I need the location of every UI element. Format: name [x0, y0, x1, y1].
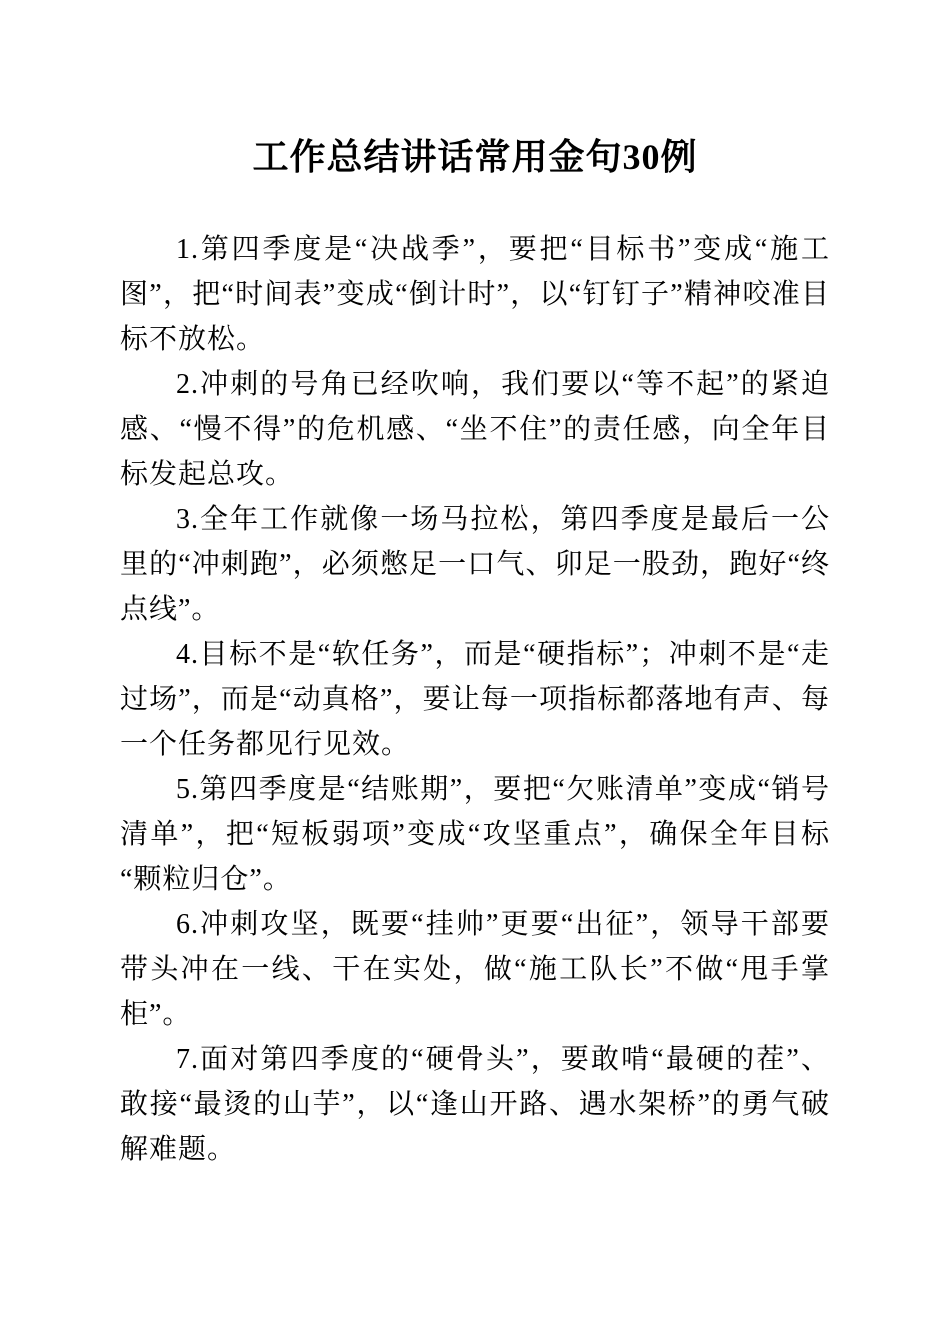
paragraph-2: 2.冲刺的号角已经吹响，我们要以“等不起”的紧迫感、“慢不得”的危机感、“坐不住”的责任感，向全年目标发起总攻。	[120, 369, 830, 490]
paragraph-7: 7.面对第四季度的“硬骨头”，要敢啃“最硬的茬”、敢接“最烫的山芋”，以“逢山开路、遇水架桥”的勇气破解难题。	[120, 1044, 830, 1165]
paragraph-4: 4.目标不是“软任务”，而是“硬指标”；冲刺不是“走过场”，而是“动真格”，要让每一项指标都落地有声、每一个任务都见行见效。	[120, 639, 830, 760]
document-body	[120, 227, 830, 1172]
paragraph-5: 5.第四季度是“结账期”，要把“欠账清单”变成“销号清单”，把“短板弱项”变成“攻坚重点”，确保全年目标“颗粒归仓”。	[120, 774, 830, 895]
document-title: 工作总结讲话常用金句30例	[252, 137, 698, 177]
paragraph-1: 1.第四季度是“决战季”，要把“目标书”变成“施工图”，把“时间表”变成“倒计时”，以“钉钉子”精神咬准目标不放松。	[120, 234, 830, 355]
paragraph-6: 6.冲刺攻坚，既要“挂帅”更要“出征”，领导干部要带头冲在一线、干在实处，做“施工队长”不做“甩手掌柜”。	[120, 909, 830, 1030]
paragraph-3: 3.全年工作就像一场马拉松，第四季度是最后一公里的“冲刺跑”，必须憋足一口气、卯足一股劲，跑好“终点线”。	[120, 504, 830, 625]
